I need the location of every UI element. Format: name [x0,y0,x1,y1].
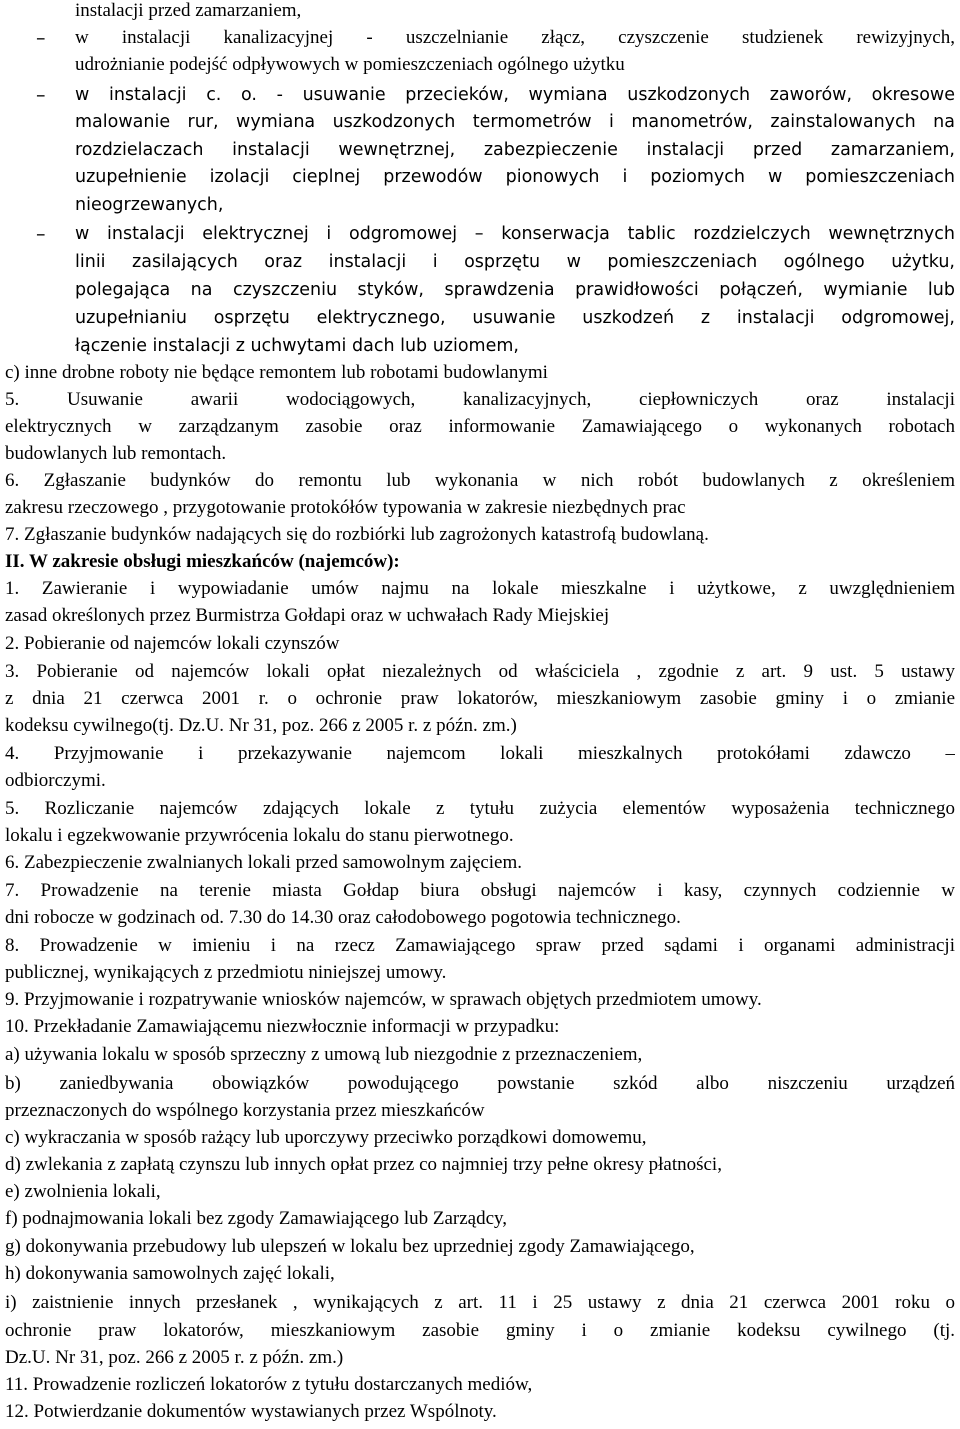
text-line: uzupełnianiu osprzętu elektrycznego, usuwanie uszkodzeń z instalacji odgromowej, [75,308,955,328]
text-line: 6. Zabezpieczenie zwalnianych lokali przed samowolnym zajęciem. [5,852,522,873]
text-line: ochronie praw lokatorów, mieszkaniowym zasobie gminy i o zmianie kodeksu cywilnego (tj. [5,1320,955,1341]
text-line: b) zaniedbywania obowiązków powodującego powstanie szkód albo niszczeniu urządzeń [5,1073,955,1094]
text-line: Dz.U. Nr 31, poz. 266 z 2005 r. z późn. zm.) [5,1347,344,1368]
text-line: a) używania lokalu w sposób sprzeczny z umową lub niezgodnie z przeznaczeniem, [5,1044,643,1065]
list-dash: – [36,27,46,49]
text-line: odbiorczymi. [5,770,106,791]
text-line: f) podnajmowania lokali bez zgody Zamawiającego lub Zarządcy, [5,1208,508,1229]
text-line: 6. Zgłaszanie budynków do remontu lub wykonania w nich robót budowlanych z określeniem [5,470,955,491]
text-line: 11. Prowadzenie rozliczeń lokatorów z tytułu dostarczanych mediów, [5,1374,533,1395]
text-line: i) zaistnienie innych przesłanek , wynikających z art. 11 i 25 ustawy z dnia 21 czerwca 2001 roku o [5,1292,955,1313]
text-line: h) dokonywania samowolnych zajęć lokali, [5,1263,335,1284]
text-line: elektrycznych w zarządzanym zasobie oraz informowanie Zamawiającego o wykonanych robotach [5,416,955,437]
text-line: polegająca na czyszczeniu styków, sprawdzenia prawidłowości połączeń, wymianie lub [75,280,955,300]
text-line: 8. Prowadzenie w imieniu i na rzecz Zamawiającego spraw przed sądami i organami administracji [5,935,955,956]
text-line: w instalacji c. o. - usuwanie przecieków, wymiana uszkodzonych zaworów, okresowe [75,85,955,105]
text-line: c) inne drobne roboty nie będące remontem lub robotami budowlanymi [5,362,548,383]
text-line: 5. Rozliczanie najemców zdających lokale z tytułu zużycia elementów wyposażenia technicznego [5,798,955,819]
text-line: nieogrzewanych, [75,195,224,215]
text-line: łączenie instalacji z uchwytami dach lub uziomem, [75,336,519,356]
text-line: g) dokonywania przebudowy lub ulepszeń w lokalu bez uprzedniej zgody Zamawiającego, [5,1236,695,1257]
text-line: kodeksu cywilnego(tj. Dz.U. Nr 31, poz. 266 z 2005 r. z późn. zm.) [5,715,517,736]
text-line: 5. Usuwanie awarii wodociągowych, kanalizacyjnych, ciepłowniczych oraz instalacji [5,389,955,410]
text-line: 7. Zgłaszanie budynków nadających się do rozbiórki lub zagrożonych katastrofą budowlaną. [5,524,709,545]
text-line: 4. Przyjmowanie i przekazywanie najemcom lokali mieszkalnych protokółami zdawczo – [5,743,955,764]
text-line: linii zasilających oraz instalacji i osprzętu w pomieszczeniach ogólnego użytku, [75,252,955,272]
text-line: lokalu i egzekwowanie przywrócenia lokalu do stanu pierwotnego. [5,825,514,846]
text-line: zakresu rzeczowego , przygotowanie protokółów typowania w zakresie niezbędnych prac [5,497,686,518]
text-line: zasad określonych przez Burmistrza Gołdapi oraz w uchwałach Rady Miejskiej [5,605,610,626]
text-line: uzupełnienie izolacji cieplnej przewodów pionowych i poziomych w pomieszczeniach [75,167,955,187]
text-line: 10. Przekładanie Zamawiającemu niezwłocznie informacji w przypadku: [5,1016,560,1037]
text-line: z dnia 21 czerwca 2001 r. o ochronie praw lokatorów, mieszkaniowym zasobie gminy i o zmianie [5,688,955,709]
text-line: 2. Pobieranie od najemców lokali czynszów [5,633,340,654]
text-line: malowanie rur, wymiana uszkodzonych termometrów i manometrów, zainstalowanych na [75,112,955,132]
text-line: instalacji przed zamarzaniem, [75,0,302,21]
text-line: budowlanych lub remontach. [5,443,227,464]
text-line: rozdzielaczach instalacji wewnętrznej, zabezpieczenie instalacji przed zamarzaniem, [75,140,955,160]
text-line: dni robocze w godzinach od. 7.30 do 14.30 oraz całodobowego pogotowia technicznego. [5,907,681,928]
text-line: 9. Przyjmowanie i rozpatrywanie wniosków najemców, w sprawach objętych przedmiotem umowy. [5,989,762,1010]
text-line: 1. Zawieranie i wypowiadanie umów najmu na lokale mieszkalne i użytkowe, z uwzględnieniem [5,578,955,599]
text-line: w instalacji elektrycznej i odgromowej – konserwacja tablic rozdzielczych wewnętrznych [75,224,955,244]
text-line: 12. Potwierdzanie dokumentów wystawianych przez Wspólnoty. [5,1401,497,1422]
list-dash: – [36,223,46,245]
text-line: 7. Prowadzenie na terenie miasta Gołdap biura obsługi najemców i kasy, czynnych codziennie w [5,880,955,901]
text-line: d) zwlekania z zapłatą czynszu lub innych opłat przez co najmniej trzy pełne okresy płatności, [5,1154,722,1175]
text-line: w instalacji kanalizacyjnej - uszczelnianie złącz, czyszczenie studzienek rewizyjnych, [75,27,955,48]
text-line: udrożnianie podejść odpływowych w pomieszczeniach ogólnego użytku [75,54,625,75]
text-line: c) wykraczania w sposób rażący lub uporczywy przeciwko porządkowi domowemu, [5,1127,647,1148]
text-line: e) zwolnienia lokali, [5,1181,161,1202]
list-dash: – [36,84,46,106]
text-line: przeznaczonych do wspólnego korzystania przez mieszkańców [5,1100,485,1121]
text-line: 3. Pobieranie od najemców lokali opłat niezależnych od właściciela , zgodnie z art. 9 ust. 5 ustawy [5,661,955,682]
section-heading: II. W zakresie obsługi mieszkańców (najemców): [5,551,400,572]
text-line: publicznej, wynikających z przedmiotu niniejszej umowy. [5,962,447,983]
